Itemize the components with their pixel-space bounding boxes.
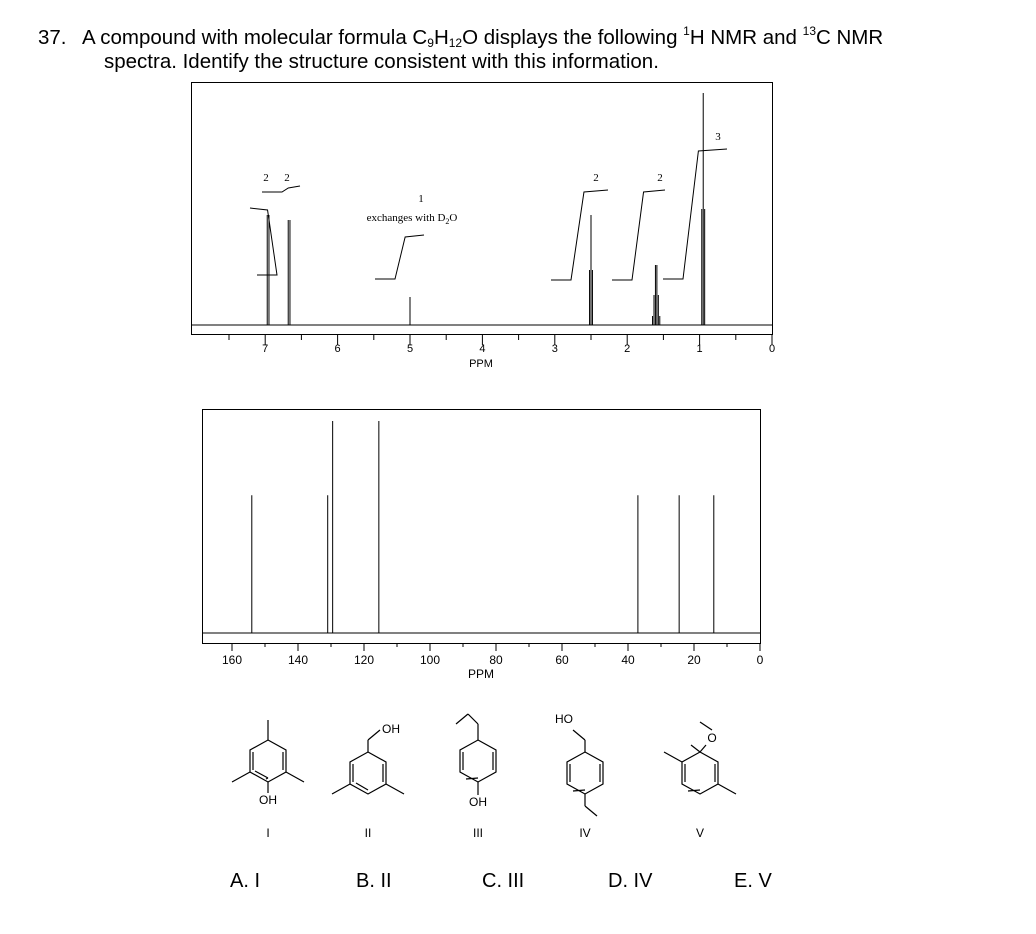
structure-i <box>232 720 304 793</box>
h-tick-label-0: 0 <box>768 343 776 355</box>
structure-ii <box>332 730 404 794</box>
h-nmr-tick-labels <box>262 343 775 355</box>
h-integral-6 <box>663 149 727 279</box>
h-integration-3: 1 <box>418 193 424 205</box>
choice-e[interactable]: E. V <box>734 870 772 892</box>
c-nmr-peaks <box>252 421 714 633</box>
h-integration-6: 3 <box>715 131 721 143</box>
c-tick-label-120: 120 <box>353 653 375 667</box>
c-axis-label: PPM <box>467 667 495 681</box>
h-tick-label-2: 2 <box>624 343 631 355</box>
choice-a[interactable]: A. I <box>230 870 261 892</box>
roman-iv: IV <box>579 826 591 840</box>
structure-iv-ho: HO <box>555 712 573 726</box>
h-tick-label-4: 4 <box>479 343 486 355</box>
c-nmr-frame <box>203 410 761 644</box>
c-nmr-spectrum <box>202 410 761 652</box>
roman-i: I <box>266 826 270 840</box>
h-integral-2 <box>262 186 300 192</box>
structure-v-o: O <box>707 731 717 745</box>
h-nmr-spectrum <box>191 83 773 346</box>
roman-v: V <box>695 826 704 840</box>
structure-iv <box>567 730 603 816</box>
choice-b[interactable]: B. II <box>356 870 392 892</box>
c-tick-label-160: 160 <box>221 653 243 667</box>
structure-ii-oh: OH <box>382 722 400 736</box>
h-integration-4: 2 <box>593 172 599 184</box>
h-tick-label-3: 3 <box>551 343 558 355</box>
c-tick-label-0: 0 <box>756 653 764 667</box>
h-integral-3 <box>375 235 424 279</box>
choice-d[interactable]: D. IV <box>608 870 653 892</box>
h-nmr-integrals <box>250 149 727 280</box>
roman-ii: II <box>364 826 372 840</box>
h-nmr-peaks <box>267 93 704 325</box>
question-number: 37. <box>38 26 67 49</box>
h-integration-2: 2 <box>284 172 290 184</box>
structure-iii-oh: OH <box>469 795 487 809</box>
question-line-2: spectra. Identify the structure consistent with this information. <box>104 50 659 73</box>
c-tick-label-140: 140 <box>287 653 309 667</box>
structure-i-oh: OH <box>259 793 277 807</box>
structure-iii <box>456 714 496 795</box>
h-tick-label-6: 6 <box>334 343 341 355</box>
roman-iii: III <box>472 826 483 840</box>
h-nmr-frame <box>192 83 773 335</box>
c-tick-label-20: 20 <box>687 653 701 667</box>
choice-c[interactable]: C. III <box>482 870 525 892</box>
c-nmr-axis <box>232 643 760 651</box>
h-axis-label: PPM <box>469 358 493 370</box>
structure-v <box>664 722 736 794</box>
exchange-note: exchanges with $D_2O$ <box>366 212 458 226</box>
question-line-1: A compound with molecular formula $C_9H_{12}O$ displays the following $^1$H NMR and $^{13}$C NMR <box>82 24 884 50</box>
h-tick-label-1: 1 <box>696 343 703 355</box>
c-tick-label-100: 100 <box>419 653 441 667</box>
c-tick-label-60: 60 <box>555 653 569 667</box>
c-nmr-tick-labels <box>222 653 764 667</box>
h-integral-4 <box>551 190 608 280</box>
h-integral-1 <box>250 208 277 275</box>
c-tick-label-80: 80 <box>489 653 503 667</box>
h-tick-label-5: 5 <box>406 343 414 355</box>
h-integration-5: 2 <box>657 172 663 184</box>
c-tick-label-40: 40 <box>621 653 635 667</box>
h-integration-1: 2 <box>263 172 269 184</box>
h-tick-label-7: 7 <box>262 343 269 355</box>
h-nmr-axis <box>229 335 772 345</box>
